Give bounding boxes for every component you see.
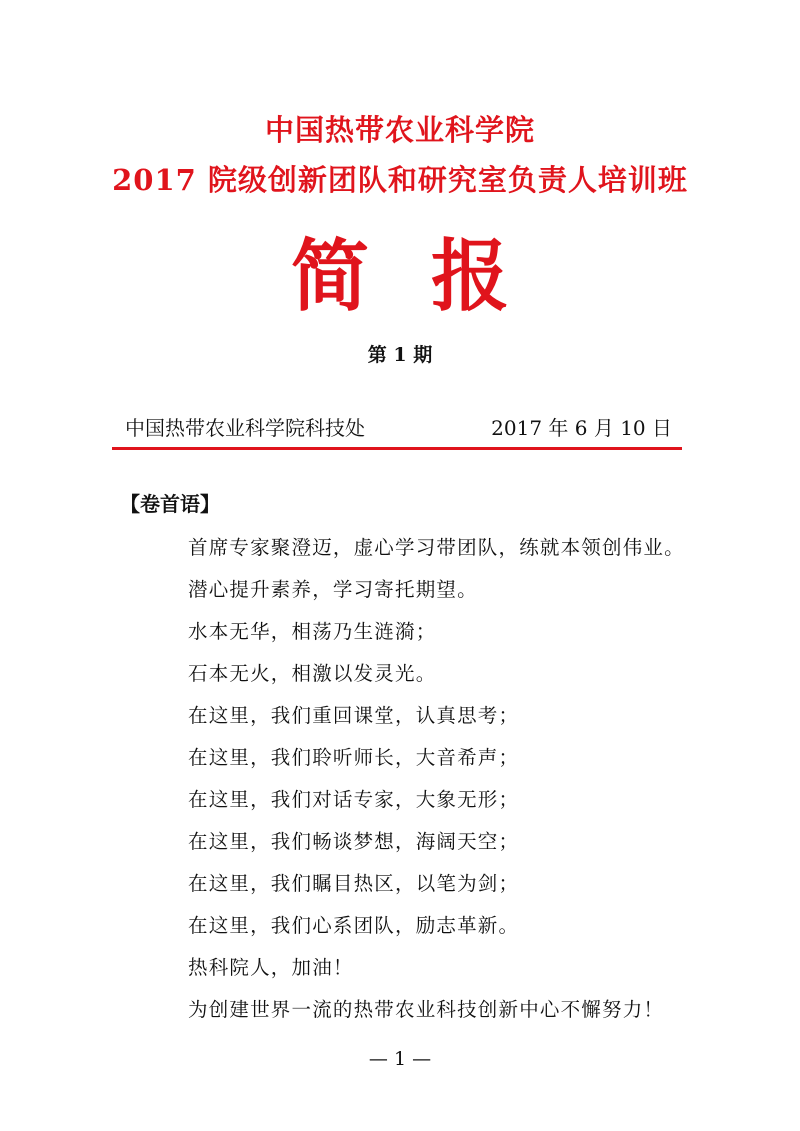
- red-divider: [112, 447, 682, 450]
- preface-line: 在这里，我们畅谈梦想，海阔天空；: [188, 830, 520, 853]
- section-heading: 【卷首语】: [120, 492, 220, 516]
- issue-number: 第 1 期: [367, 344, 433, 366]
- preface-line: 为创建世界一流的热带农业科技创新中心不懈努力！: [188, 998, 665, 1021]
- preface-line: 热科院人，加油！: [188, 956, 354, 979]
- class-title: 2017 院级创新团队和研究室负责人培训班: [112, 163, 688, 197]
- preface-line: 潜心提升素养，学习寄托期望。: [188, 578, 478, 601]
- issue-date: 2017 年 6 月 10 日: [491, 416, 672, 440]
- brief-title: 简报: [290, 231, 571, 322]
- preface-line: 在这里，我们重回课堂，认真思考；: [188, 704, 520, 727]
- preface-line: 水本无华，相荡乃生涟漪；: [188, 620, 437, 643]
- preface-line: 石本无火，相激以发灵光。: [188, 662, 437, 685]
- preface-line: 在这里，我们心系团队，励志革新。: [188, 914, 520, 937]
- issuer: 中国热带农业科学院科技处: [125, 416, 365, 440]
- preface-line: 在这里，我们聆听师长，大音希声；: [188, 746, 520, 769]
- preface-line: 在这里，我们瞩目热区，以笔为剑；: [188, 872, 520, 895]
- preface-line: 在这里，我们对话专家，大象无形；: [188, 788, 520, 811]
- preface-line: 首席专家聚澄迈，虚心学习带团队，练就本领创伟业。: [188, 536, 685, 559]
- preface-text: [188, 527, 685, 1031]
- org-title: 中国热带农业科学院: [264, 113, 535, 147]
- page-number: — 1 —: [368, 1048, 432, 1070]
